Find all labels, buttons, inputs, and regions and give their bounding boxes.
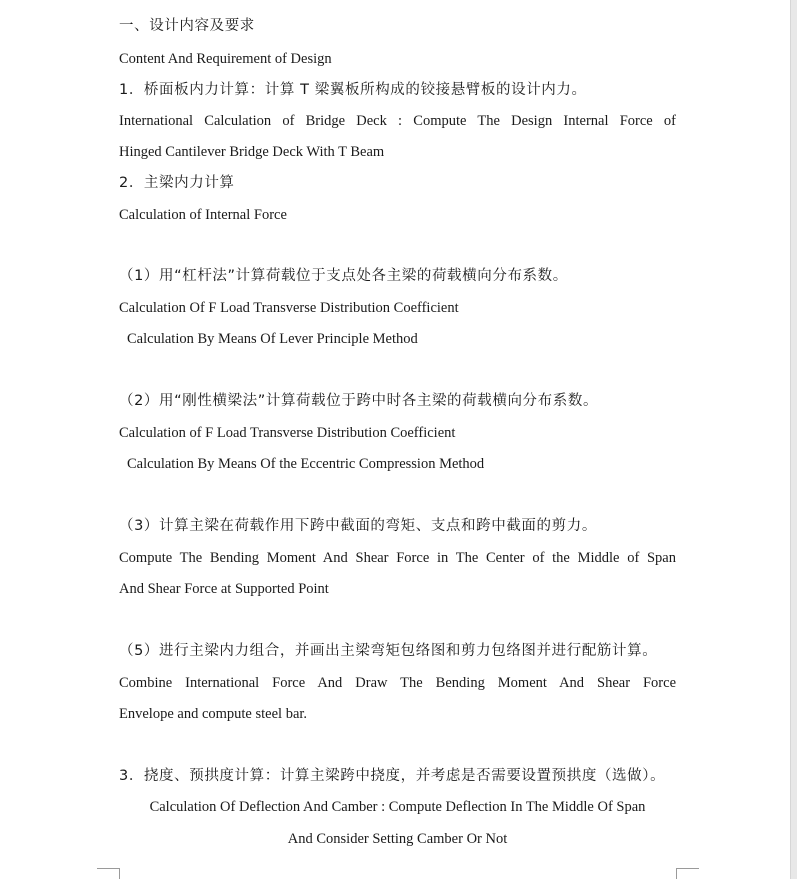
page-corner-mark-right bbox=[676, 868, 699, 879]
section-heading: 一、设计内容及要求 bbox=[119, 18, 255, 34]
sub1-en-line1: Calculation Of F Load Transverse Distribution Coefficient bbox=[119, 300, 459, 316]
section-heading-en: Content And Requirement of Design bbox=[119, 51, 332, 67]
sub3-en-line1: Compute The Bending Moment And Shear Force in The Center of the Middle of Span bbox=[119, 550, 676, 566]
item3-en-line1: Calculation Of Deflection And Camber : Compute Deflection In The Middle Of Span bbox=[149, 799, 646, 815]
sub5-cn: （5）进行主梁内力组合，并画出主梁弯矩包络图和剪力包络图并进行配筋计算。 bbox=[119, 643, 658, 659]
page-corner-mark-left bbox=[97, 868, 120, 879]
sub5-en-line2: Envelope and compute steel bar. bbox=[119, 706, 308, 722]
item3-cn: 3．挠度、预拱度计算：计算主梁跨中挠度，并考虑是否需要设置预拱度（选做）。 bbox=[119, 768, 666, 784]
sub1-cn: （1）用“杠杆法”计算荷载位于支点处各主梁的荷载横向分布系数。 bbox=[119, 268, 568, 284]
sub1-en-line2: Calculation By Means Of Lever Principle Method bbox=[127, 331, 418, 347]
sub2-cn: （2）用“刚性横梁法”计算荷载位于跨中时各主梁的荷载横向分布系数。 bbox=[119, 393, 599, 409]
sub3-cn: （3）计算主梁在荷载作用下跨中截面的弯矩、支点和跨中截面的剪力。 bbox=[119, 518, 597, 534]
item2-cn: 2．主梁内力计算 bbox=[119, 175, 235, 191]
sub5-en-line1: Combine International Force And Draw The Bending Moment And Shear Force bbox=[119, 675, 676, 691]
sub3-en-line2: And Shear Force at Supported Point bbox=[119, 581, 329, 597]
item1-cn: 1．桥面板内力计算：计算 T 梁翼板所构成的铰接悬臂板的设计内力。 bbox=[119, 82, 587, 98]
item1-en-line2: Hinged Cantilever Bridge Deck With T Beam bbox=[119, 144, 385, 160]
sub2-en-line2: Calculation By Means Of the Eccentric Compression Method bbox=[127, 456, 485, 472]
page-edge bbox=[790, 0, 797, 879]
sub2-en-line1: Calculation of F Load Transverse Distribution Coefficient bbox=[119, 425, 456, 441]
item3-en-line2: And Consider Setting Camber Or Not bbox=[287, 831, 508, 847]
item1-en-line1: International Calculation of Bridge Deck : Compute The Design Internal Force of bbox=[119, 113, 676, 129]
item2-en: Calculation of Internal Force bbox=[119, 207, 287, 223]
